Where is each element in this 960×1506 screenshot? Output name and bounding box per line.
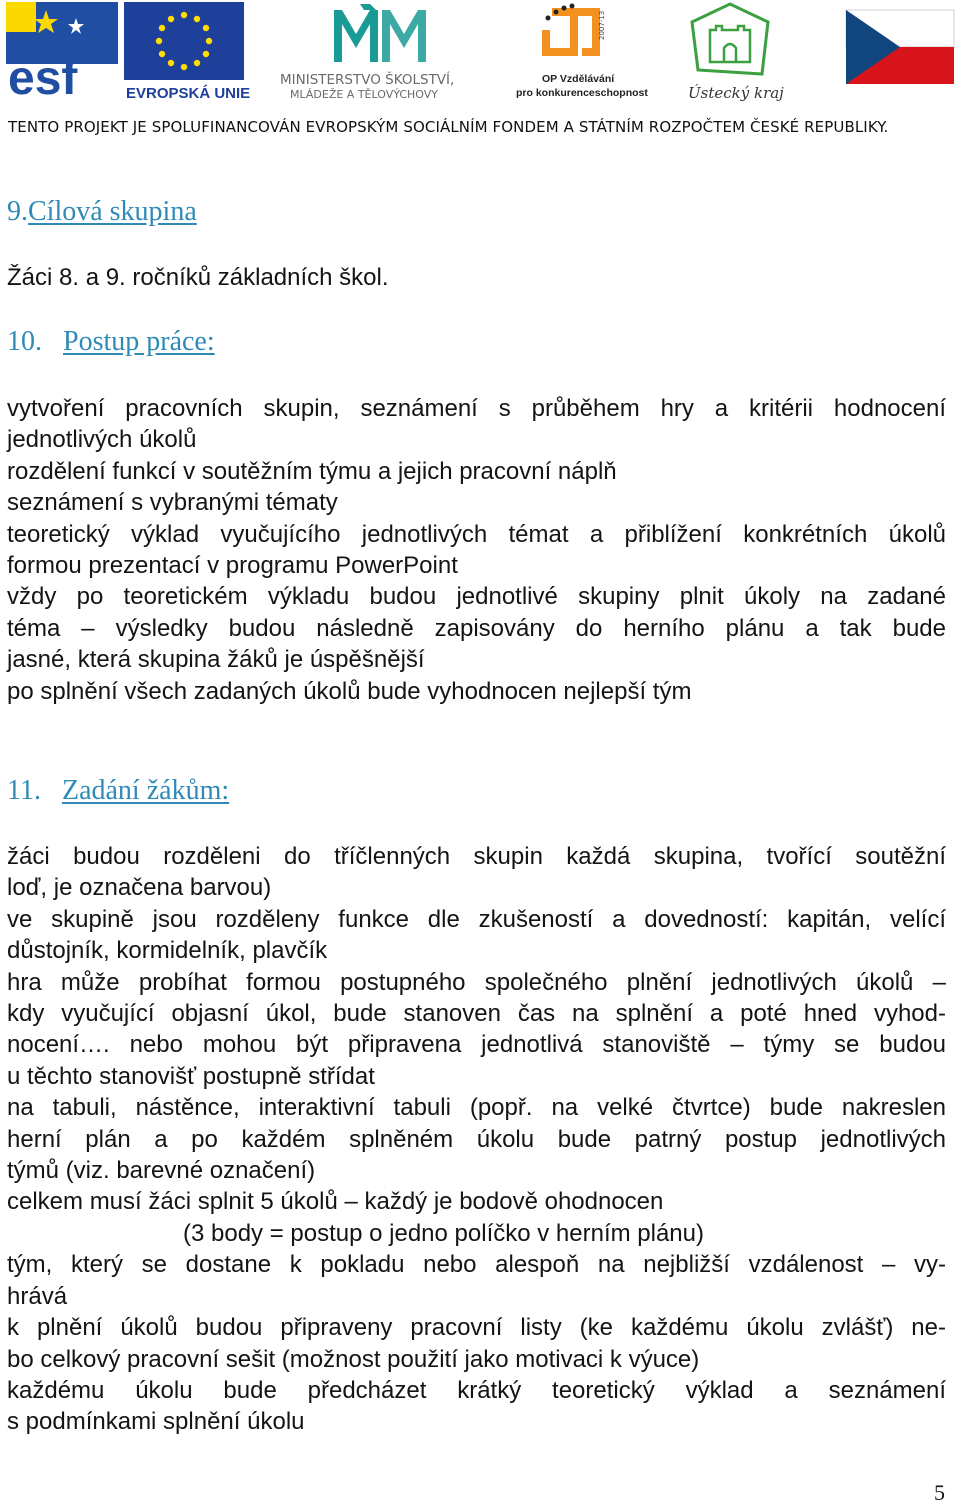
svg-text:pro konkurenceschopnost: pro konkurenceschopnost bbox=[516, 87, 648, 99]
paragraph-line: k plnění úkolů budou připraveny pracovní listy (ke každému úkolu zvlášť) ne- bbox=[7, 1314, 946, 1342]
paragraph-line: seznámení s vybranými tématy bbox=[7, 489, 338, 517]
section-9-text bbox=[7, 262, 946, 293]
paragraph-line: celkem musí žáci splnit 5 úkolů – každý je bodově ohodnocen bbox=[7, 1188, 664, 1216]
paragraph-line: vytvoření pracovních skupin, seznámení s průběhem hry a kritérii hodnocení bbox=[7, 395, 946, 422]
paragraph-line: rozdělení funkcí v soutěžním týmu a jejich pracovní náplň bbox=[7, 457, 617, 485]
op-vzdelavani-logo bbox=[512, 0, 646, 104]
section-9-heading bbox=[7, 196, 197, 228]
section-10-body bbox=[7, 393, 946, 707]
section-title: Cílová skupina bbox=[28, 196, 197, 227]
svg-text:2007-13: 2007-13 bbox=[598, 10, 606, 40]
section-10-heading bbox=[7, 326, 215, 358]
paragraph-line: na tabuli, nástěnce, interaktivní tabuli (popř. na velké čtvrtce) bude nakreslen bbox=[7, 1094, 946, 1122]
paragraph-line: žáci budou rozděleni do tříčlenných skupin každá skupina, tvořící soutěžní bbox=[7, 843, 946, 870]
paragraph-line: herní plán a po každém splněném úkolu bude patrný postup jednotlivých bbox=[7, 1125, 946, 1153]
paragraph-line: u těchto stanovišť postupně střídat bbox=[7, 1062, 375, 1090]
paragraph-line: kdy vyučující objasní úkol, bude stanoven čas na splnění a poté hned vyhod- bbox=[7, 1000, 946, 1028]
section-number: 9. bbox=[7, 196, 28, 227]
msmt-logo bbox=[278, 0, 488, 104]
paragraph-line: vždy po teoretickém výkladu budou jednotlivé skupiny plnit úkoly na zadané bbox=[7, 583, 946, 611]
eu-flag-logo bbox=[124, 2, 251, 102]
paragraph-line: teoretický výklad vyučujícího jednotlivých témat a přiblížení konkrétních úkolů bbox=[7, 520, 946, 548]
paragraph-line: každému úkolu bude předcházet krátký teoretický výklad a seznámení bbox=[7, 1376, 946, 1404]
page-number: 5 bbox=[934, 1480, 945, 1505]
svg-text:OP Vzdělávání: OP Vzdělávání bbox=[542, 73, 615, 85]
paragraph-line: loď, je označena barvou) bbox=[7, 874, 272, 902]
paragraph-line: téma – výsledky budou následně zapisovány do herního plánu a tak bude bbox=[7, 614, 946, 642]
section-11-heading bbox=[7, 775, 229, 807]
paragraph-line: s podmínkami splnění úkolu bbox=[7, 1408, 305, 1436]
section-title: Postup práce: bbox=[63, 326, 215, 357]
paragraph-line: hrává bbox=[7, 1282, 68, 1310]
section-number: 10. bbox=[7, 326, 42, 357]
header-logos bbox=[0, 0, 960, 140]
esf-logo bbox=[6, 2, 118, 105]
svg-text:MLÁDEŽE A TĚLOVÝCHOVY: MLÁDEŽE A TĚLOVÝCHOVY bbox=[290, 88, 438, 101]
paragraph-line: ve skupině jsou rozděleny funkce dle zkušeností a dovedností: kapitán, velící bbox=[7, 905, 946, 933]
svg-text:EVROPSKÁ UNIE: EVROPSKÁ UNIE bbox=[126, 85, 251, 102]
section-11-body bbox=[7, 841, 946, 1438]
paragraph-line: nocení…. nebo mohou být připravena jednotlivá stanoviště – týmy se budou bbox=[7, 1031, 946, 1059]
section-title: Zadání žákům: bbox=[61, 775, 230, 806]
paragraph-line: důstojník, kormidelník, plavčík bbox=[7, 937, 328, 965]
paragraph-line: hra může probíhat formou postupného společného plnění jednotlivých úkolů – bbox=[7, 968, 946, 996]
paragraph-line: Žáci 8. a 9. ročníků základních škol. bbox=[7, 264, 389, 291]
paragraph-line: týmů (viz. barevné označení) bbox=[7, 1157, 316, 1185]
paragraph-line: tým, který se dostane k pokladu nebo alespoň na nejbližší vzdálenost – vy- bbox=[7, 1251, 946, 1279]
svg-text:MINISTERSTVO ŠKOLSTVÍ,: MINISTERSTVO ŠKOLSTVÍ, bbox=[280, 72, 455, 88]
paragraph-line: bo celkový pracovní sešit (možnost použití jako motivaci k výuce) bbox=[7, 1345, 700, 1373]
paragraph-line: jasné, která skupina žáků je úspěšnější bbox=[7, 646, 425, 674]
cofinancing-statement: TENTO PROJEKT JE SPOLUFINANCOVÁN EVROPSKÝM SOCIÁLNÍM FONDEM A STÁTNÍM ROZPOČTEM ČESKÉ REPUBLIKY. bbox=[8, 118, 889, 136]
paragraph-line: (3 body = postup o jedno políčko v herním plánu) bbox=[183, 1219, 704, 1247]
paragraph-line: po splnění všech zadaných úkolů bude vyhodnocen nejlepší tým bbox=[7, 677, 692, 705]
paragraph-line: jednotlivých úkolů bbox=[7, 426, 197, 454]
svg-text:esf: esf bbox=[8, 52, 78, 105]
paragraph-line: formou prezentací v programu PowerPoint bbox=[7, 552, 458, 580]
ustecky-kraj-logo bbox=[686, 0, 784, 106]
czech-flag bbox=[846, 10, 954, 84]
svg-text:Ústecký kraj: Ústecký kraj bbox=[688, 84, 784, 102]
section-number: 11. bbox=[7, 775, 41, 806]
